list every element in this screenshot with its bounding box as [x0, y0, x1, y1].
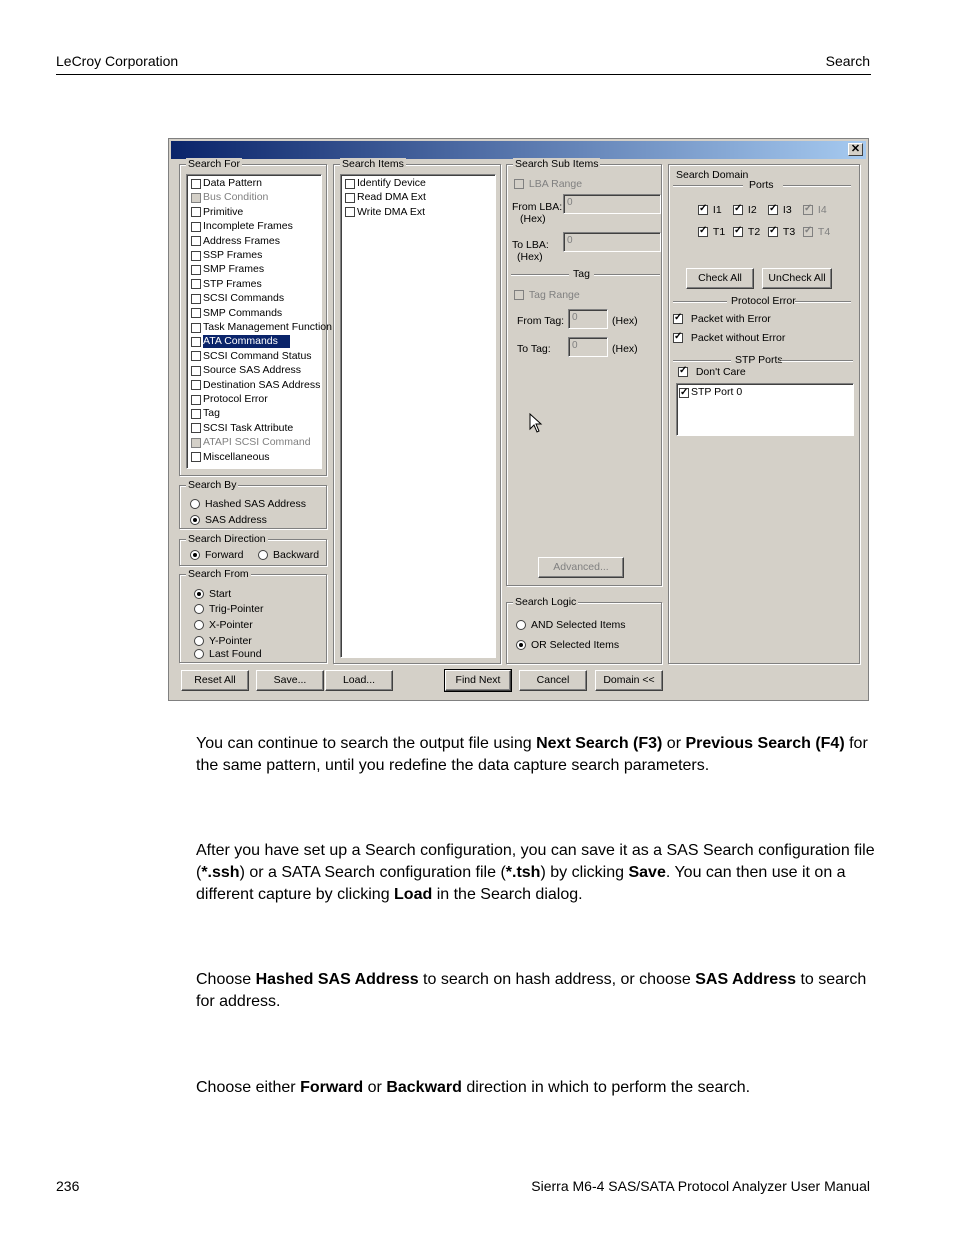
search-logic-title: Search Logic	[515, 596, 577, 608]
find-next-button[interactable]: Find Next	[445, 670, 511, 691]
checkbox	[191, 236, 201, 246]
search-from-x-pointer-radio[interactable]: X-Pointer	[194, 619, 253, 631]
search-for-item[interactable]: SCSI Task Attribute	[191, 422, 293, 435]
port-t2-checkbox[interactable]: ✓ T2	[733, 226, 760, 238]
search-domain-group	[668, 164, 860, 664]
search-item[interactable]: Identify Device	[345, 177, 426, 190]
check-all-button[interactable]: Check All	[686, 268, 754, 289]
checkbox	[191, 337, 201, 347]
search-for-item[interactable]: Source SAS Address	[191, 364, 301, 377]
checkbox	[678, 367, 688, 377]
search-for-title: Search For	[188, 158, 240, 170]
stp-ports-separator-right	[781, 360, 853, 362]
to-tag-label: To Tag:	[517, 343, 551, 355]
checkbox	[514, 290, 524, 300]
checkbox	[191, 423, 201, 433]
search-from-group	[179, 568, 327, 663]
paragraph-search-direction: Choose either Forward or Backward direction in which to perform the search.	[196, 1079, 751, 1096]
paragraph-next-search: You can continue to search the output file using Next Search (F3) or Previous Search (F4) for the same pattern, until you redefine the data capture search parameters.	[196, 735, 868, 774]
search-for-item[interactable]: ATAPI SCSI Command	[191, 436, 311, 449]
port-t1-checkbox[interactable]: ✓ T1	[698, 226, 725, 238]
search-for-item[interactable]: Incomplete Frames	[191, 220, 293, 233]
checkbox	[191, 366, 201, 376]
protocol-error-separator-left	[673, 301, 727, 303]
backward-radio[interactable]: Backward	[258, 549, 319, 561]
mouse-cursor-icon	[529, 413, 543, 433]
search-for-item[interactable]: ATA Commands	[191, 335, 290, 348]
advanced-button[interactable]: Advanced...	[538, 557, 624, 578]
checkbox	[803, 227, 813, 237]
packet-with-error-checkbox[interactable]: ✓ Packet with Error	[673, 313, 771, 325]
search-by-group	[179, 479, 327, 529]
header-rule	[56, 74, 871, 75]
search-for-item[interactable]: Primitive	[191, 206, 243, 219]
search-for-item[interactable]: Task Management Function	[191, 321, 332, 334]
search-direction-title: Search Direction	[188, 533, 266, 545]
port-i4-checkbox[interactable]: ✓ I4	[803, 204, 827, 216]
search-from-y-pointer-radio[interactable]: Y-Pointer	[194, 635, 252, 647]
search-logic-group	[506, 596, 662, 664]
radio-button	[194, 620, 204, 630]
search-for-item[interactable]: Miscellaneous	[191, 451, 270, 464]
search-by-title: Search By	[188, 479, 237, 491]
paragraph-save-config: After you have set up a Search configuration, you can save it as a SAS Search configuration file (*.ssh) or a SATA Search configuration file (*.tsh) by clicking Save. You can then use it on a different capture by clicking Load in the Search dialog.	[196, 842, 875, 903]
tag-title: Tag	[573, 268, 590, 280]
checkbox	[698, 227, 708, 237]
radio-button	[190, 499, 200, 509]
page-number: 236	[56, 1178, 80, 1194]
search-domain-title: Search Domain	[676, 169, 749, 181]
search-for-item[interactable]: SCSI Commands	[191, 292, 284, 305]
checkbox	[191, 438, 201, 448]
to-tag-hex-label: (Hex)	[612, 343, 638, 355]
checkbox	[191, 395, 201, 405]
checkbox	[191, 409, 201, 419]
radio-button	[194, 589, 204, 599]
from-lba-label: From LBA:	[512, 201, 563, 213]
checkbox	[345, 207, 355, 217]
sas-address-radio[interactable]: SAS Address	[190, 514, 267, 526]
checkbox	[768, 227, 778, 237]
save-button[interactable]: Save...	[256, 670, 324, 691]
search-for-list[interactable]	[186, 174, 332, 469]
hashed-sas-address-radio[interactable]: Hashed SAS Address	[190, 498, 306, 510]
cancel-button[interactable]: Cancel	[519, 670, 587, 691]
footer-manual-title: Sierra M6-4 SAS/SATA Protocol Analyzer User Manual	[531, 1178, 870, 1194]
from-lba-input[interactable]: 0	[563, 194, 661, 214]
ports-separator-right	[783, 185, 851, 187]
radio-button	[258, 550, 268, 560]
stp-port-item[interactable]: ✓ STP Port 0	[679, 386, 742, 399]
header-company: LeCroy Corporation	[56, 53, 179, 69]
tag-separator-right	[594, 274, 660, 276]
checkbox	[191, 294, 201, 304]
from-tag-hex-label: (Hex)	[612, 315, 638, 327]
and-selected-items-radio[interactable]: AND Selected Items	[516, 619, 626, 631]
port-i1-checkbox[interactable]: ✓ I1	[698, 204, 722, 216]
paragraph-search-by: Choose Hashed SAS Address to search on hash address, or choose SAS Address to search for address.	[196, 971, 867, 1010]
checkbox	[514, 179, 524, 189]
search-from-start-radio[interactable]: Start	[194, 588, 231, 600]
checkbox	[191, 323, 201, 333]
from-tag-label: From Tag:	[517, 315, 565, 327]
search-dialog	[168, 138, 869, 701]
checkbox	[673, 333, 683, 343]
checkbox	[191, 207, 201, 217]
protocol-error-title: Protocol Error	[731, 295, 796, 307]
search-from-last-found-radio[interactable]: Last Found	[194, 648, 262, 660]
checkbox	[191, 179, 201, 189]
checkbox	[768, 205, 778, 215]
search-item[interactable]: Write DMA Ext	[345, 206, 425, 219]
to-lba-label: To LBA:	[512, 239, 549, 251]
search-sub-items-group	[506, 158, 662, 586]
domain-toggle-button[interactable]: Domain <<	[595, 670, 663, 691]
search-for-item[interactable]: Address Frames	[191, 235, 280, 248]
from-tag-input[interactable]: 0	[568, 309, 608, 329]
radio-button	[194, 636, 204, 646]
radio-button	[516, 620, 526, 630]
radio-button	[194, 604, 204, 614]
checkbox	[191, 279, 201, 289]
search-for-item[interactable]: Protocol Error	[191, 393, 268, 406]
search-for-item[interactable]: Tag	[191, 407, 220, 420]
tag-separator-left	[511, 274, 569, 276]
ports-title: Ports	[749, 179, 774, 191]
close-icon[interactable]: ✕	[848, 143, 863, 156]
search-for-item[interactable]: Bus Condition	[191, 191, 268, 204]
search-items-list[interactable]	[340, 174, 496, 658]
search-sub-items-title: Search Sub Items	[515, 158, 599, 170]
lba-range-checkbox[interactable]: LBA Range	[514, 178, 582, 190]
port-t4-checkbox[interactable]: ✓ T4	[803, 226, 830, 238]
search-for-item[interactable]: SCSI Command Status	[191, 350, 312, 363]
reset-all-button[interactable]: Reset All	[181, 670, 249, 691]
to-tag-input[interactable]: 0	[568, 337, 608, 357]
radio-button	[190, 550, 200, 560]
forward-radio[interactable]: Forward	[190, 549, 244, 561]
port-t3-checkbox[interactable]: ✓ T3	[768, 226, 795, 238]
checkbox	[679, 388, 689, 398]
checkbox	[191, 351, 201, 361]
checkbox	[803, 205, 813, 215]
checkbox	[191, 251, 201, 261]
checkbox	[191, 222, 201, 232]
checkbox	[191, 452, 201, 462]
search-item[interactable]: Read DMA Ext	[345, 191, 426, 204]
port-i2-checkbox[interactable]: ✓ I2	[733, 204, 757, 216]
ports-separator-left	[673, 185, 743, 187]
checkbox	[733, 227, 743, 237]
search-for-item[interactable]: SMP Commands	[191, 307, 282, 320]
or-selected-items-radio[interactable]: OR Selected Items	[516, 639, 619, 651]
search-direction-group	[179, 533, 327, 566]
search-for-item[interactable]: Data Pattern	[191, 177, 262, 190]
search-for-item[interactable]: SSP Frames	[191, 249, 262, 262]
search-items-group	[333, 158, 501, 664]
stp-ports-separator-left	[673, 360, 731, 362]
from-lba-hex-label: (Hex)	[520, 213, 546, 225]
search-for-group	[179, 158, 332, 476]
stp-ports-title: STP Ports	[735, 354, 783, 366]
port-i3-checkbox[interactable]: ✓ I3	[768, 204, 792, 216]
header-section: Search	[825, 53, 870, 69]
protocol-error-separator-right	[795, 301, 851, 303]
checkbox	[191, 308, 201, 318]
dont-care-checkbox[interactable]: ✓ Don't Care	[678, 366, 746, 378]
search-from-trig-pointer-radio[interactable]: Trig-Pointer	[194, 603, 263, 615]
radio-button	[516, 640, 526, 650]
checkbox	[345, 179, 355, 189]
search-items-title: Search Items	[342, 158, 404, 170]
dialog-titlebar	[171, 141, 866, 159]
checkbox	[191, 380, 201, 390]
packet-without-error-checkbox[interactable]: ✓ Packet without Error	[673, 332, 785, 344]
checkbox	[191, 193, 201, 203]
search-for-item[interactable]: SMP Frames	[191, 263, 264, 276]
search-for-item[interactable]: STP Frames	[191, 278, 262, 291]
load-button[interactable]: Load...	[325, 670, 393, 691]
checkbox	[345, 193, 355, 203]
radio-button	[190, 515, 200, 525]
to-lba-input[interactable]: 0	[563, 232, 661, 252]
checkbox	[673, 314, 683, 324]
search-from-title: Search From	[188, 568, 249, 580]
tag-range-checkbox[interactable]: Tag Range	[514, 289, 580, 301]
radio-button	[194, 649, 204, 659]
search-for-item[interactable]: Destination SAS Address	[191, 379, 320, 392]
checkbox	[191, 265, 201, 275]
checkbox	[733, 205, 743, 215]
stp-ports-list[interactable]	[676, 383, 854, 436]
to-lba-hex-label: (Hex)	[517, 251, 543, 263]
checkbox	[698, 205, 708, 215]
uncheck-all-button[interactable]: UnCheck All	[762, 268, 832, 289]
